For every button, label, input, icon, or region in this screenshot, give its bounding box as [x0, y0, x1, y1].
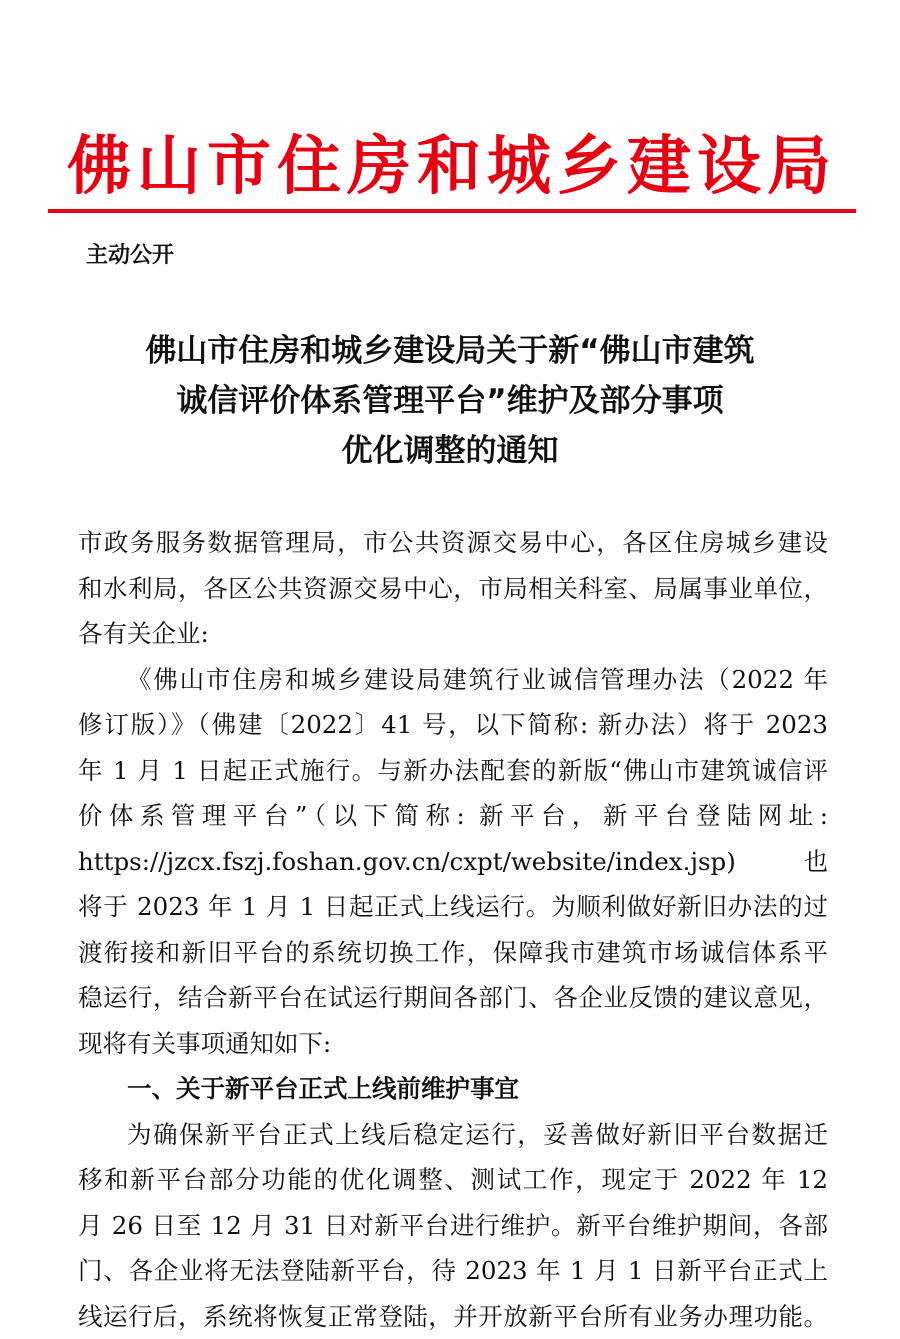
body-line: 将于 2023 年 1 月 1 日起正式上线运行。为顺利做好新旧办法的过 — [78, 884, 828, 930]
section1-paragraph — [78, 1112, 828, 1339]
body-line: 价体系管理平台”（以下简称: 新平台，新平台登陆网址: — [78, 793, 828, 839]
body-line: 为确保新平台正式上线后稳定运行，妥善做好新旧平台数据迁 — [78, 1112, 828, 1158]
title-line: 佛山市住房和城乡建设局关于新“佛山市建筑 — [60, 326, 840, 376]
addressee-block — [78, 520, 828, 657]
body-line: 渡衔接和新旧平台的系统切换工作，保障我市建筑市场诚信体系平 — [78, 930, 828, 976]
body-line: 各有关企业: — [78, 611, 828, 657]
title-line: 诚信评价体系管理平台”维护及部分事项 — [60, 376, 840, 426]
masthead-org-name: 佛山市住房和城乡建设局 — [48, 128, 856, 206]
body-line: 《佛山市住房和城乡建设局建筑行业诚信管理办法（2022 年 — [78, 657, 828, 703]
intro-paragraph — [78, 657, 828, 1067]
body-line: 门、各企业将无法登陆新平台，待 2023 年 1 月 1 日新平台正式上 — [78, 1248, 828, 1294]
section-heading: 一、关于新平台正式上线前维护事宜 — [78, 1066, 828, 1112]
body-line: 修订版）》（佛建〔2022〕41 号，以下简称: 新办法）将于 2023 — [78, 702, 828, 748]
document-title — [60, 326, 840, 476]
body-line: 稳运行，结合新平台在试运行期间各部门、各企业反馈的建议意见， — [78, 975, 828, 1021]
body-line: 线运行后，系统将恢复正常登陆，并开放新平台所有业务办理功能。 — [78, 1294, 828, 1339]
body-line: 现将有关事项通知如下: — [78, 1021, 828, 1067]
masthead-red-rule — [48, 209, 856, 213]
document-body — [78, 520, 828, 1339]
body-line: 月 26 日至 12 月 31 日对新平台进行维护。新平台维护期间，各部 — [78, 1203, 828, 1249]
body-line: 市政务服务数据管理局，市公共资源交易中心，各区住房城乡建设 — [78, 520, 828, 566]
body-line: 年 1 月 1 日起正式施行。与新办法配套的新版“佛山市建筑诚信评 — [78, 748, 828, 794]
body-line: 移和新平台部分功能的优化调整、测试工作，现定于 2022 年 12 — [78, 1157, 828, 1203]
title-line: 优化调整的通知 — [60, 426, 840, 476]
body-line: 和水利局，各区公共资源交易中心，市局相关科室、局属事业单位， — [78, 566, 828, 612]
disclosure-label: 主动公开 — [86, 240, 174, 272]
platform-url-line: https://jzcx.fszj.foshan.gov.cn/cxpt/website/index.jsp)也 — [78, 839, 828, 885]
